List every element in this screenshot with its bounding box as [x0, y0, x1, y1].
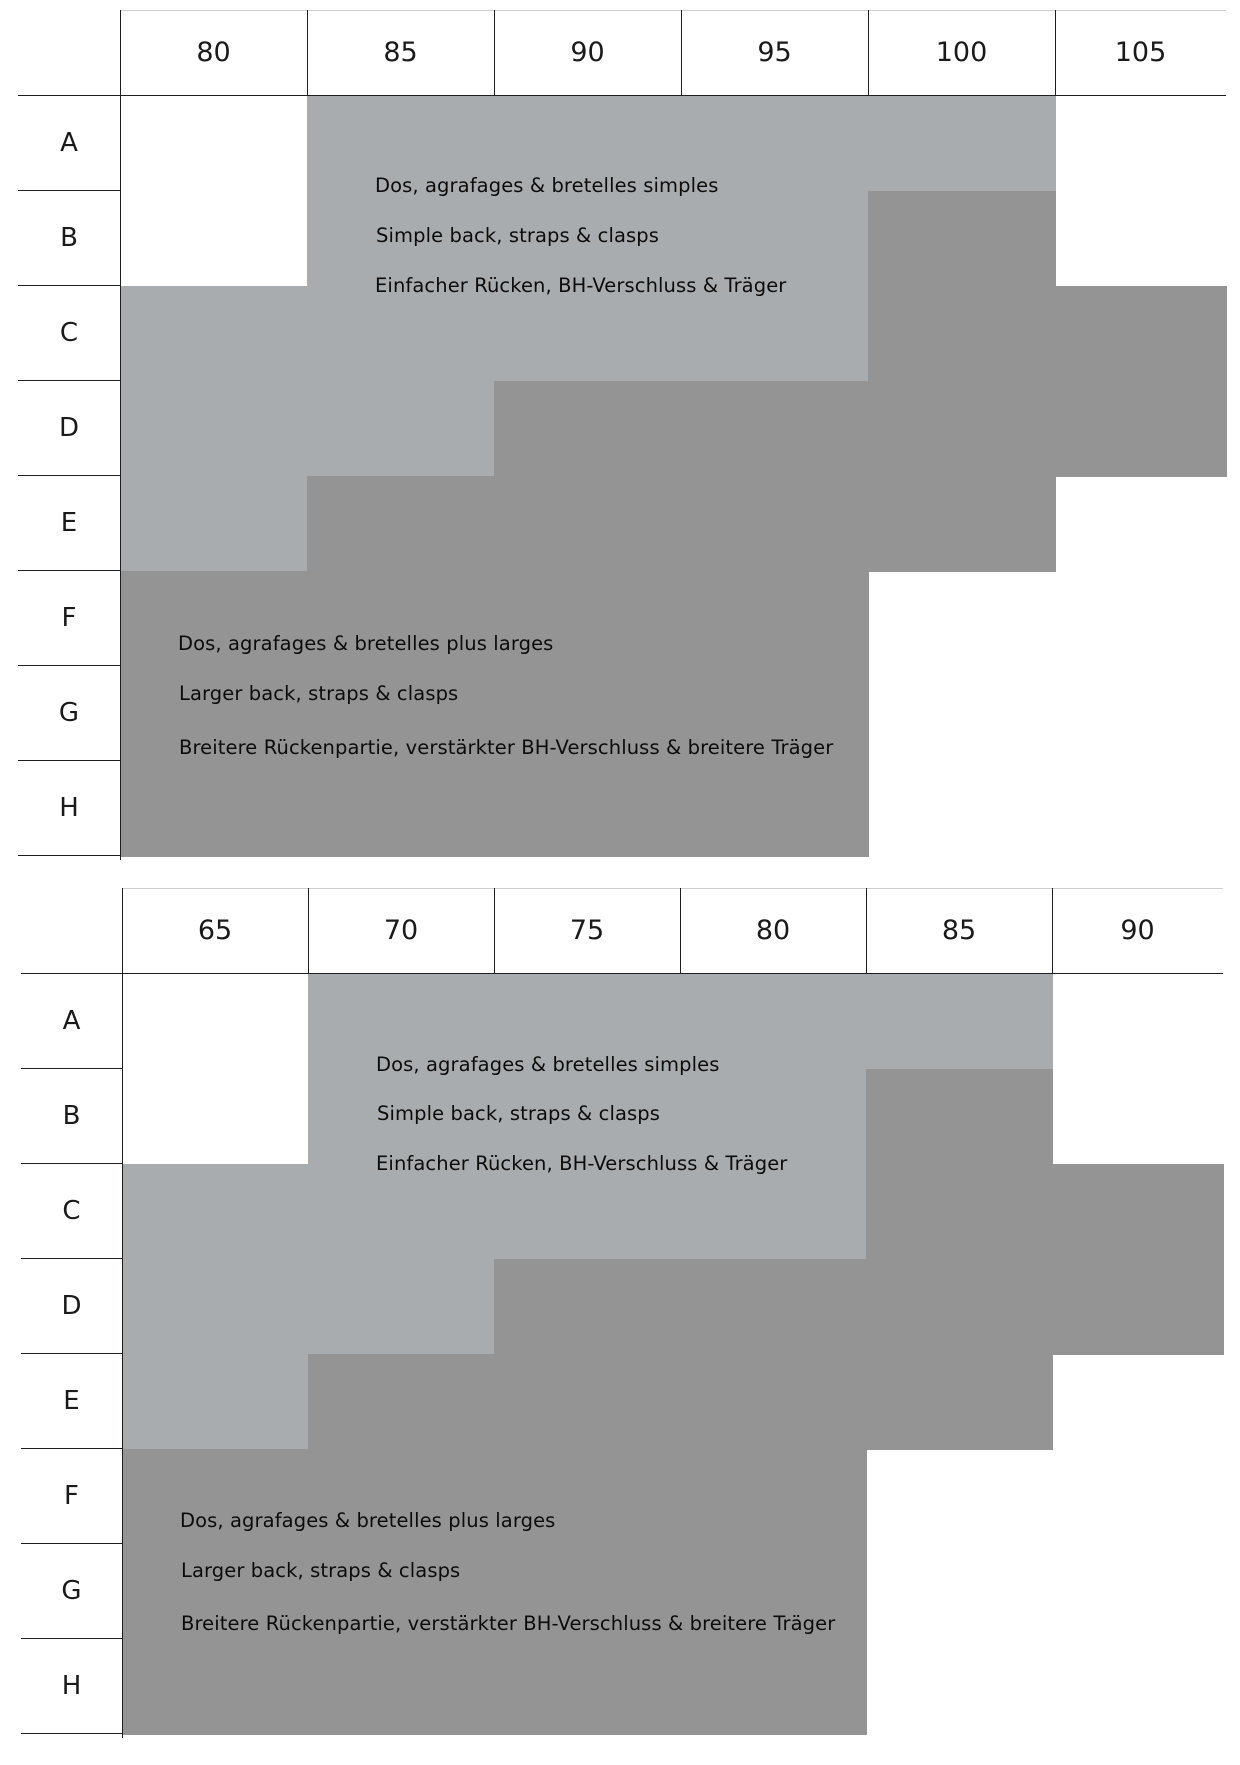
zone-label-simple-de: Einfacher Rücken, BH-Verschluss & Träger [375, 274, 787, 297]
row-label: F [64, 1481, 79, 1511]
col-label: 75 [569, 915, 605, 946]
zone-cell-simple-B-95 [681, 191, 869, 287]
zone-cell-larger-E-100 [868, 476, 1056, 572]
col-label: 80 [196, 37, 231, 68]
zone-cell-larger-F-80 [680, 1449, 867, 1545]
zone-cell-larger-H-80 [120, 761, 308, 857]
row-label: G [58, 698, 80, 728]
row-label: H [61, 1671, 82, 1701]
zone-label-simple-fr: Dos, agrafages & bretelles simples [375, 174, 719, 197]
zone-label-larger-en: Larger back, straps & clasps [179, 682, 459, 705]
zone-cell-larger-C-85 [866, 1164, 1053, 1260]
size-chart-1 [0, 0, 1240, 877]
zone-cell-larger-E-90 [494, 476, 682, 572]
zone-cell-larger-H-85 [307, 761, 495, 857]
zone-cell-larger-D-90 [1052, 1259, 1224, 1355]
zone-cell-larger-D-105 [1055, 381, 1227, 477]
zone-cell-larger-H-70 [308, 1639, 495, 1735]
zone-cell-larger-D-100 [868, 381, 1056, 477]
row-label: C [59, 318, 79, 348]
zone-cell-larger-E-85 [866, 1354, 1053, 1450]
zone-cell-larger-C-100 [868, 286, 1056, 382]
row-label: C [62, 1196, 81, 1226]
row-label: E [63, 1386, 80, 1416]
zone-cell-larger-F-95 [681, 571, 869, 667]
zone-label-simple-fr: Dos, agrafages & bretelles simples [376, 1053, 720, 1076]
row-label: B [60, 223, 78, 253]
zone-cell-simple-E-65 [122, 1354, 309, 1450]
zone-cell-larger-D-90 [494, 381, 682, 477]
col-divider [120, 10, 121, 860]
zone-cell-larger-B-100 [868, 191, 1056, 287]
zone-cell-larger-E-85 [307, 476, 495, 572]
zone-cell-simple-C-85 [307, 286, 495, 382]
zone-cell-simple-C-75 [494, 1164, 681, 1260]
row-label: D [58, 413, 80, 443]
zone-cell-simple-C-80 [680, 1164, 867, 1260]
zone-label-simple-de: Einfacher Rücken, BH-Verschluss & Träger [376, 1152, 788, 1175]
col-label: 90 [570, 37, 605, 68]
zone-cell-simple-D-70 [308, 1259, 495, 1355]
zone-cell-larger-E-95 [681, 476, 869, 572]
col-label: 70 [383, 915, 419, 946]
col-label: 90 [1120, 915, 1155, 946]
zone-cell-simple-C-65 [122, 1164, 309, 1260]
zone-label-larger-de: Breitere Rückenpartie, verstärkter BH-Verschluss & breitere Träger [179, 736, 834, 759]
zone-label-larger-en: Larger back, straps & clasps [181, 1559, 461, 1582]
row-label: A [60, 128, 78, 158]
zone-cell-larger-D-95 [681, 381, 869, 477]
col-label: 85 [941, 915, 977, 946]
zone-cell-simple-E-80 [120, 476, 308, 572]
zone-label-simple-en: Simple back, straps & clasps [376, 224, 660, 247]
zone-cell-larger-H-90 [494, 761, 682, 857]
zone-cell-larger-H-65 [122, 1639, 309, 1735]
zone-label-larger-fr: Dos, agrafages & bretelles plus larges [178, 632, 554, 655]
row-label: F [61, 603, 77, 633]
zone-cell-larger-H-80 [680, 1639, 867, 1735]
zone-cell-simple-C-95 [681, 286, 869, 382]
zone-cell-larger-D-80 [680, 1259, 867, 1355]
zone-cell-simple-C-70 [308, 1164, 495, 1260]
zone-cell-simple-C-80 [120, 286, 308, 382]
zone-cell-larger-C-105 [1055, 286, 1227, 382]
zone-cell-larger-B-85 [866, 1069, 1053, 1165]
zone-cell-simple-A-85 [866, 974, 1053, 1070]
zone-cell-larger-C-90 [1052, 1164, 1224, 1260]
zone-cell-simple-D-80 [120, 381, 308, 477]
zone-cell-larger-H-75 [494, 1639, 681, 1735]
zone-cell-simple-A-100 [868, 96, 1056, 192]
col-label: 85 [383, 37, 418, 68]
zone-cell-larger-E-70 [308, 1354, 495, 1450]
row-label: E [60, 508, 78, 538]
zone-cell-larger-H-95 [681, 761, 869, 857]
zone-cell-simple-D-65 [122, 1259, 309, 1355]
zone-cell-simple-C-90 [494, 286, 682, 382]
col-label: 95 [757, 37, 792, 68]
zone-label-larger-de: Breitere Rückenpartie, verstärkter BH-Verschluss & breitere Träger [181, 1612, 836, 1635]
col-label: 105 [1114, 37, 1167, 68]
col-label: 100 [935, 37, 988, 68]
row-label: B [62, 1101, 81, 1131]
zone-cell-simple-D-85 [307, 381, 495, 477]
zone-label-simple-en: Simple back, straps & clasps [377, 1102, 661, 1125]
zone-cell-larger-E-75 [494, 1354, 681, 1450]
col-label: 80 [755, 915, 791, 946]
col-divider [122, 888, 123, 1738]
zone-label-larger-fr: Dos, agrafages & bretelles plus larges [180, 1509, 556, 1532]
size-chart-2 [0, 888, 1240, 1765]
row-label: H [59, 793, 79, 823]
zone-cell-larger-E-80 [680, 1354, 867, 1450]
row-label: G [61, 1576, 82, 1606]
zone-cell-larger-D-85 [866, 1259, 1053, 1355]
col-label: 65 [197, 915, 233, 946]
row-label: D [61, 1291, 82, 1321]
zone-cell-larger-D-75 [494, 1259, 681, 1355]
row-label: A [62, 1006, 81, 1036]
zone-cell-simple-B-80 [680, 1069, 867, 1165]
